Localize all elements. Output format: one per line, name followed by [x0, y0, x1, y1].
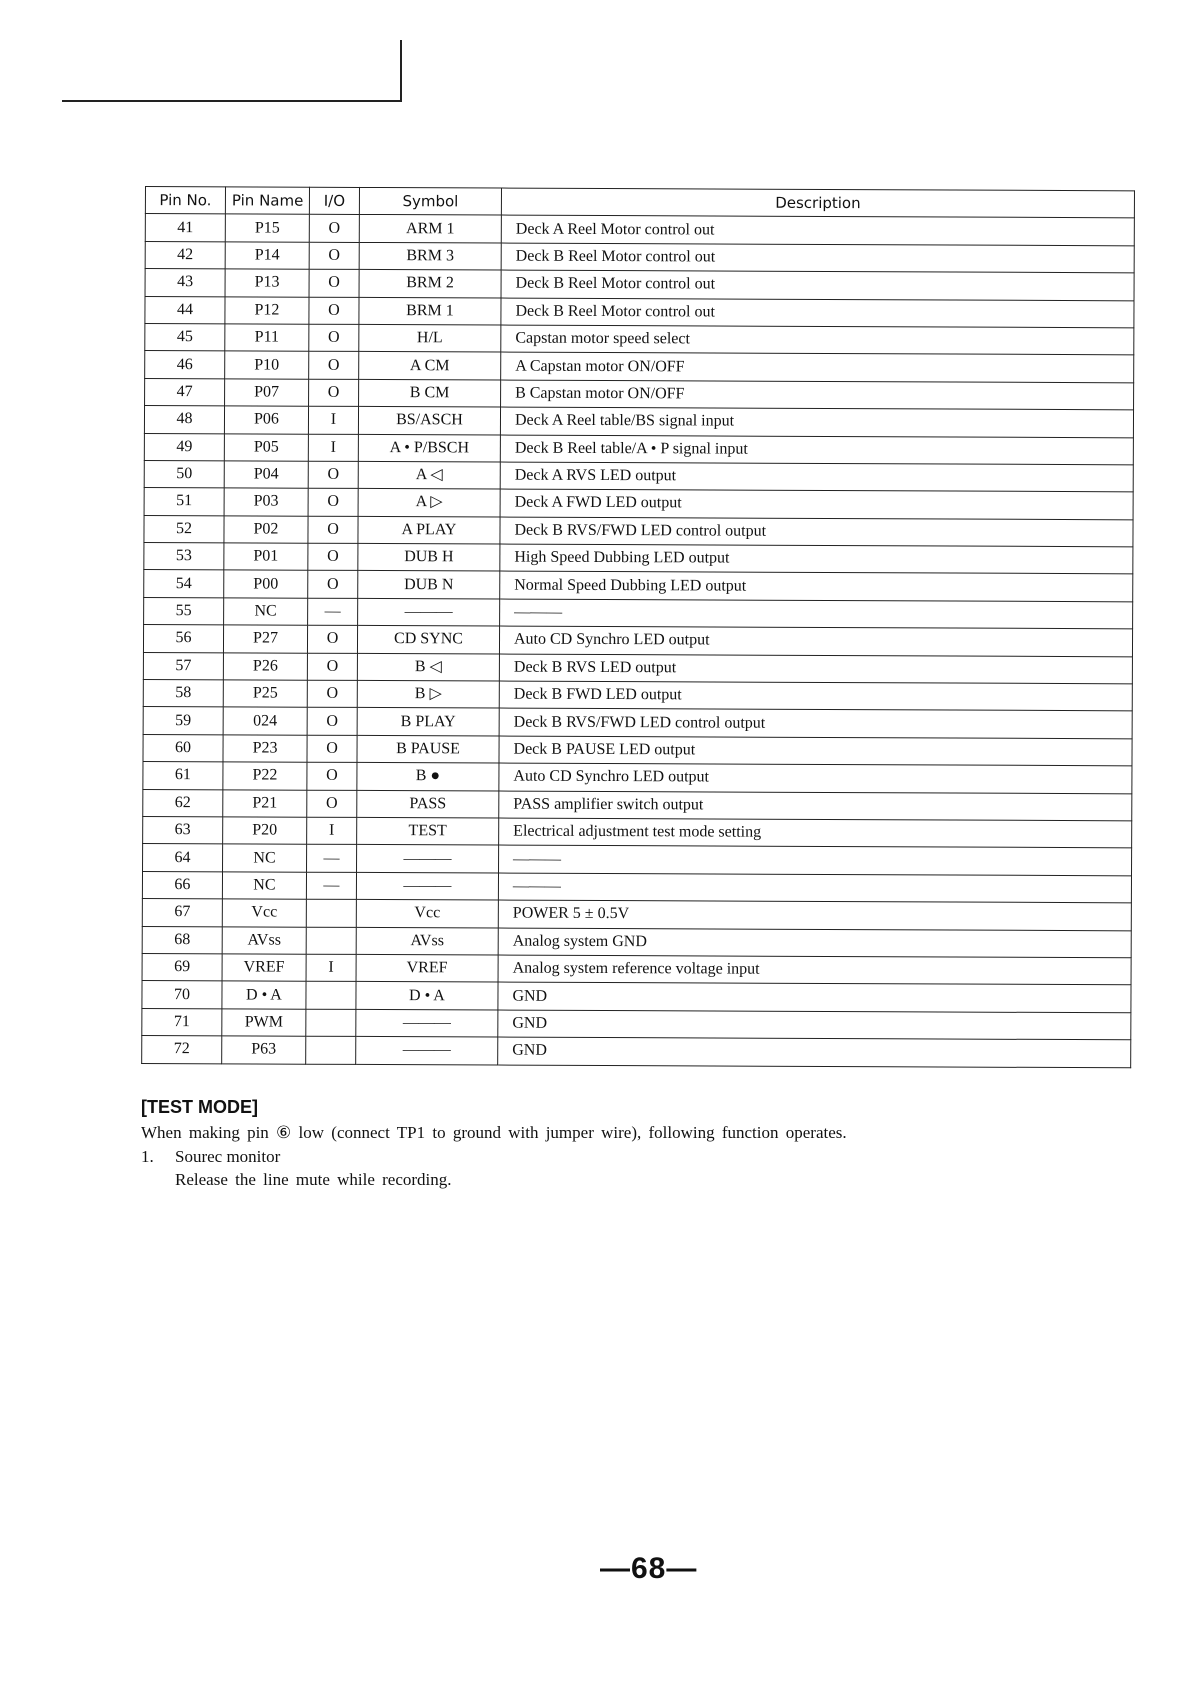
test-mode-text: When making pin ⑥ low (connect TP1 to ground with jumper wire), following function operates.: [141, 1123, 847, 1142]
io-cell: O: [307, 653, 357, 681]
pin-name-cell: P21: [223, 789, 307, 817]
pin-name-cell: D • A: [222, 981, 306, 1009]
pin-name-cell: NC: [224, 598, 308, 626]
symbol-cell: ———: [358, 598, 500, 626]
symbol-cell: ———: [357, 845, 499, 873]
io-cell: I: [308, 434, 358, 462]
pin-name-cell: P26: [223, 652, 307, 680]
description-cell: Deck B Reel table/A • P signal input: [500, 435, 1133, 465]
pin-no-cell: 55: [144, 597, 224, 625]
page-number: —68—: [600, 1552, 698, 1585]
symbol-cell: TEST: [357, 817, 499, 845]
pin-no-cell: 44: [145, 296, 225, 324]
description-cell: High Speed Dubbing LED output: [500, 544, 1133, 574]
symbol-cell: Vcc: [356, 900, 498, 928]
pin-no-cell: 70: [142, 981, 222, 1009]
pin-name-cell: P02: [224, 516, 308, 544]
pin-name-cell: P06: [224, 406, 308, 434]
table-row: [145, 214, 1134, 246]
table-row: [144, 433, 1133, 465]
pin-no-cell: 47: [145, 378, 225, 406]
table-row: [143, 707, 1132, 739]
pin-no-cell: 66: [142, 871, 222, 899]
pin-name-cell: P05: [224, 433, 308, 461]
symbol-cell: A ◁: [358, 461, 500, 489]
io-cell: O: [307, 735, 357, 763]
io-cell: [306, 1036, 356, 1064]
description-cell: GND: [498, 1010, 1131, 1040]
pin-no-cell: 53: [144, 543, 224, 571]
pin-no-cell: 71: [142, 1008, 222, 1036]
table-row: [142, 1036, 1131, 1068]
symbol-cell: ARM 1: [359, 215, 501, 243]
pin-no-cell: 69: [142, 953, 222, 981]
table-row: [145, 269, 1134, 301]
io-cell: O: [309, 324, 359, 352]
symbol-cell: A ▷: [358, 489, 500, 517]
pin-name-cell: P10: [225, 351, 309, 379]
pin-no-cell: 50: [144, 460, 224, 488]
pin-no-cell: 49: [144, 433, 224, 461]
description-cell: ———: [500, 599, 1133, 629]
table-row: [142, 926, 1131, 958]
table-row: [142, 953, 1131, 985]
description-cell: ———: [498, 873, 1131, 903]
table-row: [145, 296, 1134, 328]
pin-no-cell: 64: [143, 844, 223, 872]
symbol-cell: VREF: [356, 954, 498, 982]
step-number: 1.: [141, 1147, 154, 1166]
table-row: [143, 762, 1132, 794]
symbol-cell: H/L: [359, 324, 501, 352]
symbol-cell: B PAUSE: [357, 735, 499, 763]
symbol-cell: B CM: [359, 379, 501, 407]
io-cell: O: [307, 680, 357, 708]
pin-name-cell: P13: [225, 269, 309, 297]
table-row: [144, 406, 1133, 438]
io-cell: —: [307, 845, 357, 873]
pin-no-cell: 60: [143, 734, 223, 762]
io-cell: [306, 899, 356, 927]
pin-name-cell: Vcc: [222, 899, 306, 927]
symbol-cell: AVss: [356, 927, 498, 955]
pin-name-cell: P27: [223, 625, 307, 653]
io-cell: I: [308, 406, 358, 434]
table-row: [145, 323, 1134, 355]
symbol-cell: A PLAY: [358, 516, 500, 544]
description-cell: Deck B Reel Motor control out: [501, 298, 1134, 328]
io-cell: O: [307, 762, 357, 790]
description-cell: Deck A Reel Motor control out: [501, 215, 1134, 245]
pin-name-cell: PWM: [222, 1009, 306, 1037]
description-cell: Capstan motor speed select: [501, 325, 1134, 355]
description-cell: Deck B FWD LED output: [499, 681, 1132, 711]
io-cell: O: [309, 242, 359, 270]
io-cell: O: [309, 352, 359, 380]
table-row: [144, 597, 1133, 629]
symbol-cell: CD SYNC: [357, 626, 499, 654]
table-row: [144, 543, 1133, 575]
symbol-cell: B ●: [357, 763, 499, 791]
symbol-cell: B ▷: [357, 680, 499, 708]
table-row: [142, 899, 1131, 931]
header-pin-name: Pin Name: [225, 187, 309, 215]
description-cell: Deck A Reel table/BS signal input: [500, 407, 1133, 437]
header-io: I/O: [309, 187, 359, 215]
description-cell: ———: [499, 845, 1132, 875]
step-title: Sourec monitor: [175, 1147, 281, 1166]
symbol-cell: BRM 1: [359, 297, 501, 325]
table-row: [144, 515, 1133, 547]
pin-name-cell: P14: [225, 242, 309, 270]
symbol-cell: ———: [356, 872, 498, 900]
table-row: [143, 844, 1132, 876]
table-row: [144, 488, 1133, 520]
io-cell: O: [309, 269, 359, 297]
pin-name-cell: P25: [223, 680, 307, 708]
description-cell: Normal Speed Dubbing LED output: [500, 572, 1133, 602]
io-cell: O: [308, 489, 358, 517]
symbol-cell: BRM 2: [359, 270, 501, 298]
table-body: [142, 214, 1135, 1067]
table-row: [145, 351, 1134, 383]
pin-no-cell: 58: [143, 680, 223, 708]
step-detail: Release the line mute while recording.: [175, 1170, 452, 1189]
io-cell: O: [308, 461, 358, 489]
pin-no-cell: 56: [143, 625, 223, 653]
description-cell: Deck B RVS LED output: [499, 654, 1132, 684]
io-cell: —: [308, 598, 358, 626]
test-mode-heading: [TEST MODE]: [141, 1097, 258, 1117]
description-cell: Electrical adjustment test mode setting: [499, 818, 1132, 848]
description-cell: Deck B RVS/FWD LED control output: [500, 517, 1133, 547]
pin-no-cell: 68: [142, 926, 222, 954]
symbol-cell: B ◁: [357, 653, 499, 681]
description-cell: Analog system GND: [498, 928, 1131, 958]
description-cell: Auto CD Synchro LED output: [499, 763, 1132, 793]
io-cell: O: [308, 543, 358, 571]
io-cell: O: [308, 516, 358, 544]
pin-name-cell: P07: [225, 379, 309, 407]
pin-name-cell: AVss: [222, 926, 306, 954]
pin-name-cell: P11: [225, 324, 309, 352]
io-cell: O: [307, 625, 357, 653]
table-row: [145, 241, 1134, 273]
pin-no-cell: 48: [144, 406, 224, 434]
description-cell: POWER 5 ± 0.5V: [498, 900, 1131, 930]
io-cell: [306, 982, 356, 1010]
header-description: Description: [501, 188, 1134, 218]
io-cell: I: [306, 954, 356, 982]
pin-no-cell: 51: [144, 488, 224, 516]
io-cell: O: [307, 790, 357, 818]
symbol-cell: A CM: [359, 352, 501, 380]
pin-name-cell: P00: [224, 570, 308, 598]
symbol-cell: BS/ASCH: [358, 407, 500, 435]
pin-no-cell: 61: [143, 762, 223, 790]
pin-name-cell: P04: [224, 461, 308, 489]
pin-no-cell: 59: [143, 707, 223, 735]
table-row: [143, 789, 1132, 821]
table-row: [143, 625, 1132, 657]
pin-no-cell: 41: [145, 214, 225, 242]
table-row: [142, 1008, 1131, 1040]
pin-no-cell: 57: [143, 652, 223, 680]
io-cell: O: [309, 297, 359, 325]
pin-name-cell: P12: [225, 296, 309, 324]
io-cell: O: [309, 215, 359, 243]
pin-no-cell: 54: [144, 570, 224, 598]
io-cell: O: [308, 571, 358, 599]
pin-name-cell: 024: [223, 707, 307, 735]
pin-name-cell: P20: [223, 817, 307, 845]
symbol-cell: DUB H: [358, 544, 500, 572]
description-cell: Analog system reference voltage input: [498, 955, 1131, 985]
io-cell: [306, 1009, 356, 1037]
test-step: [141, 1147, 280, 1167]
pin-name-cell: P63: [222, 1036, 306, 1064]
table-row: [142, 981, 1131, 1013]
header-symbol: Symbol: [359, 187, 501, 215]
table-row: [143, 652, 1132, 684]
table-header-row: [145, 187, 1134, 219]
description-cell: A Capstan motor ON/OFF: [501, 352, 1134, 382]
io-cell: —: [306, 872, 356, 900]
pin-no-cell: 46: [145, 351, 225, 379]
table-row: [144, 460, 1133, 492]
description-cell: GND: [498, 982, 1131, 1012]
pin-no-cell: 72: [142, 1036, 222, 1064]
pin-no-cell: 63: [143, 816, 223, 844]
pin-name-cell: NC: [222, 872, 306, 900]
description-cell: B Capstan motor ON/OFF: [501, 380, 1134, 410]
table-row: [143, 680, 1132, 712]
table-row: [145, 378, 1134, 410]
pin-no-cell: 52: [144, 515, 224, 543]
pin-no-cell: 43: [145, 269, 225, 297]
pin-name-cell: P03: [224, 488, 308, 516]
description-cell: GND: [498, 1037, 1131, 1067]
pin-name-cell: P15: [225, 214, 309, 242]
io-cell: I: [307, 817, 357, 845]
pin-name-cell: NC: [223, 844, 307, 872]
symbol-cell: A • P/BSCH: [358, 434, 500, 462]
description-cell: Auto CD Synchro LED output: [499, 626, 1132, 656]
symbol-cell: PASS: [357, 790, 499, 818]
pin-name-cell: P22: [223, 762, 307, 790]
pin-no-cell: 45: [145, 323, 225, 351]
table-row: [144, 570, 1133, 602]
pin-name-cell: P23: [223, 735, 307, 763]
header-pin-no: Pin No.: [145, 187, 225, 215]
description-cell: Deck B Reel Motor control out: [501, 270, 1134, 300]
symbol-cell: D • A: [356, 982, 498, 1010]
pin-no-cell: 62: [143, 789, 223, 817]
symbol-cell: DUB N: [358, 571, 500, 599]
symbol-cell: B PLAY: [357, 708, 499, 736]
io-cell: O: [309, 379, 359, 407]
pin-name-cell: P01: [224, 543, 308, 571]
pin-name-cell: VREF: [222, 954, 306, 982]
description-cell: Deck B RVS/FWD LED control output: [499, 708, 1132, 738]
corner-bracket: [62, 40, 402, 102]
table-row: [142, 871, 1131, 903]
description-cell: Deck B PAUSE LED output: [499, 736, 1132, 766]
description-cell: Deck A RVS LED output: [500, 462, 1133, 492]
io-cell: O: [307, 708, 357, 736]
symbol-cell: ———: [356, 1009, 498, 1037]
pin-no-cell: 67: [142, 899, 222, 927]
description-cell: Deck B Reel Motor control out: [501, 243, 1134, 273]
table-row: [143, 734, 1132, 766]
io-cell: [306, 927, 356, 955]
pin-no-cell: 42: [145, 241, 225, 269]
table-row: [143, 816, 1132, 848]
symbol-cell: BRM 3: [359, 242, 501, 270]
pin-table: [141, 186, 1135, 1068]
description-cell: PASS amplifier switch output: [499, 791, 1132, 821]
description-cell: Deck A FWD LED output: [500, 489, 1133, 519]
symbol-cell: ———: [356, 1037, 498, 1065]
